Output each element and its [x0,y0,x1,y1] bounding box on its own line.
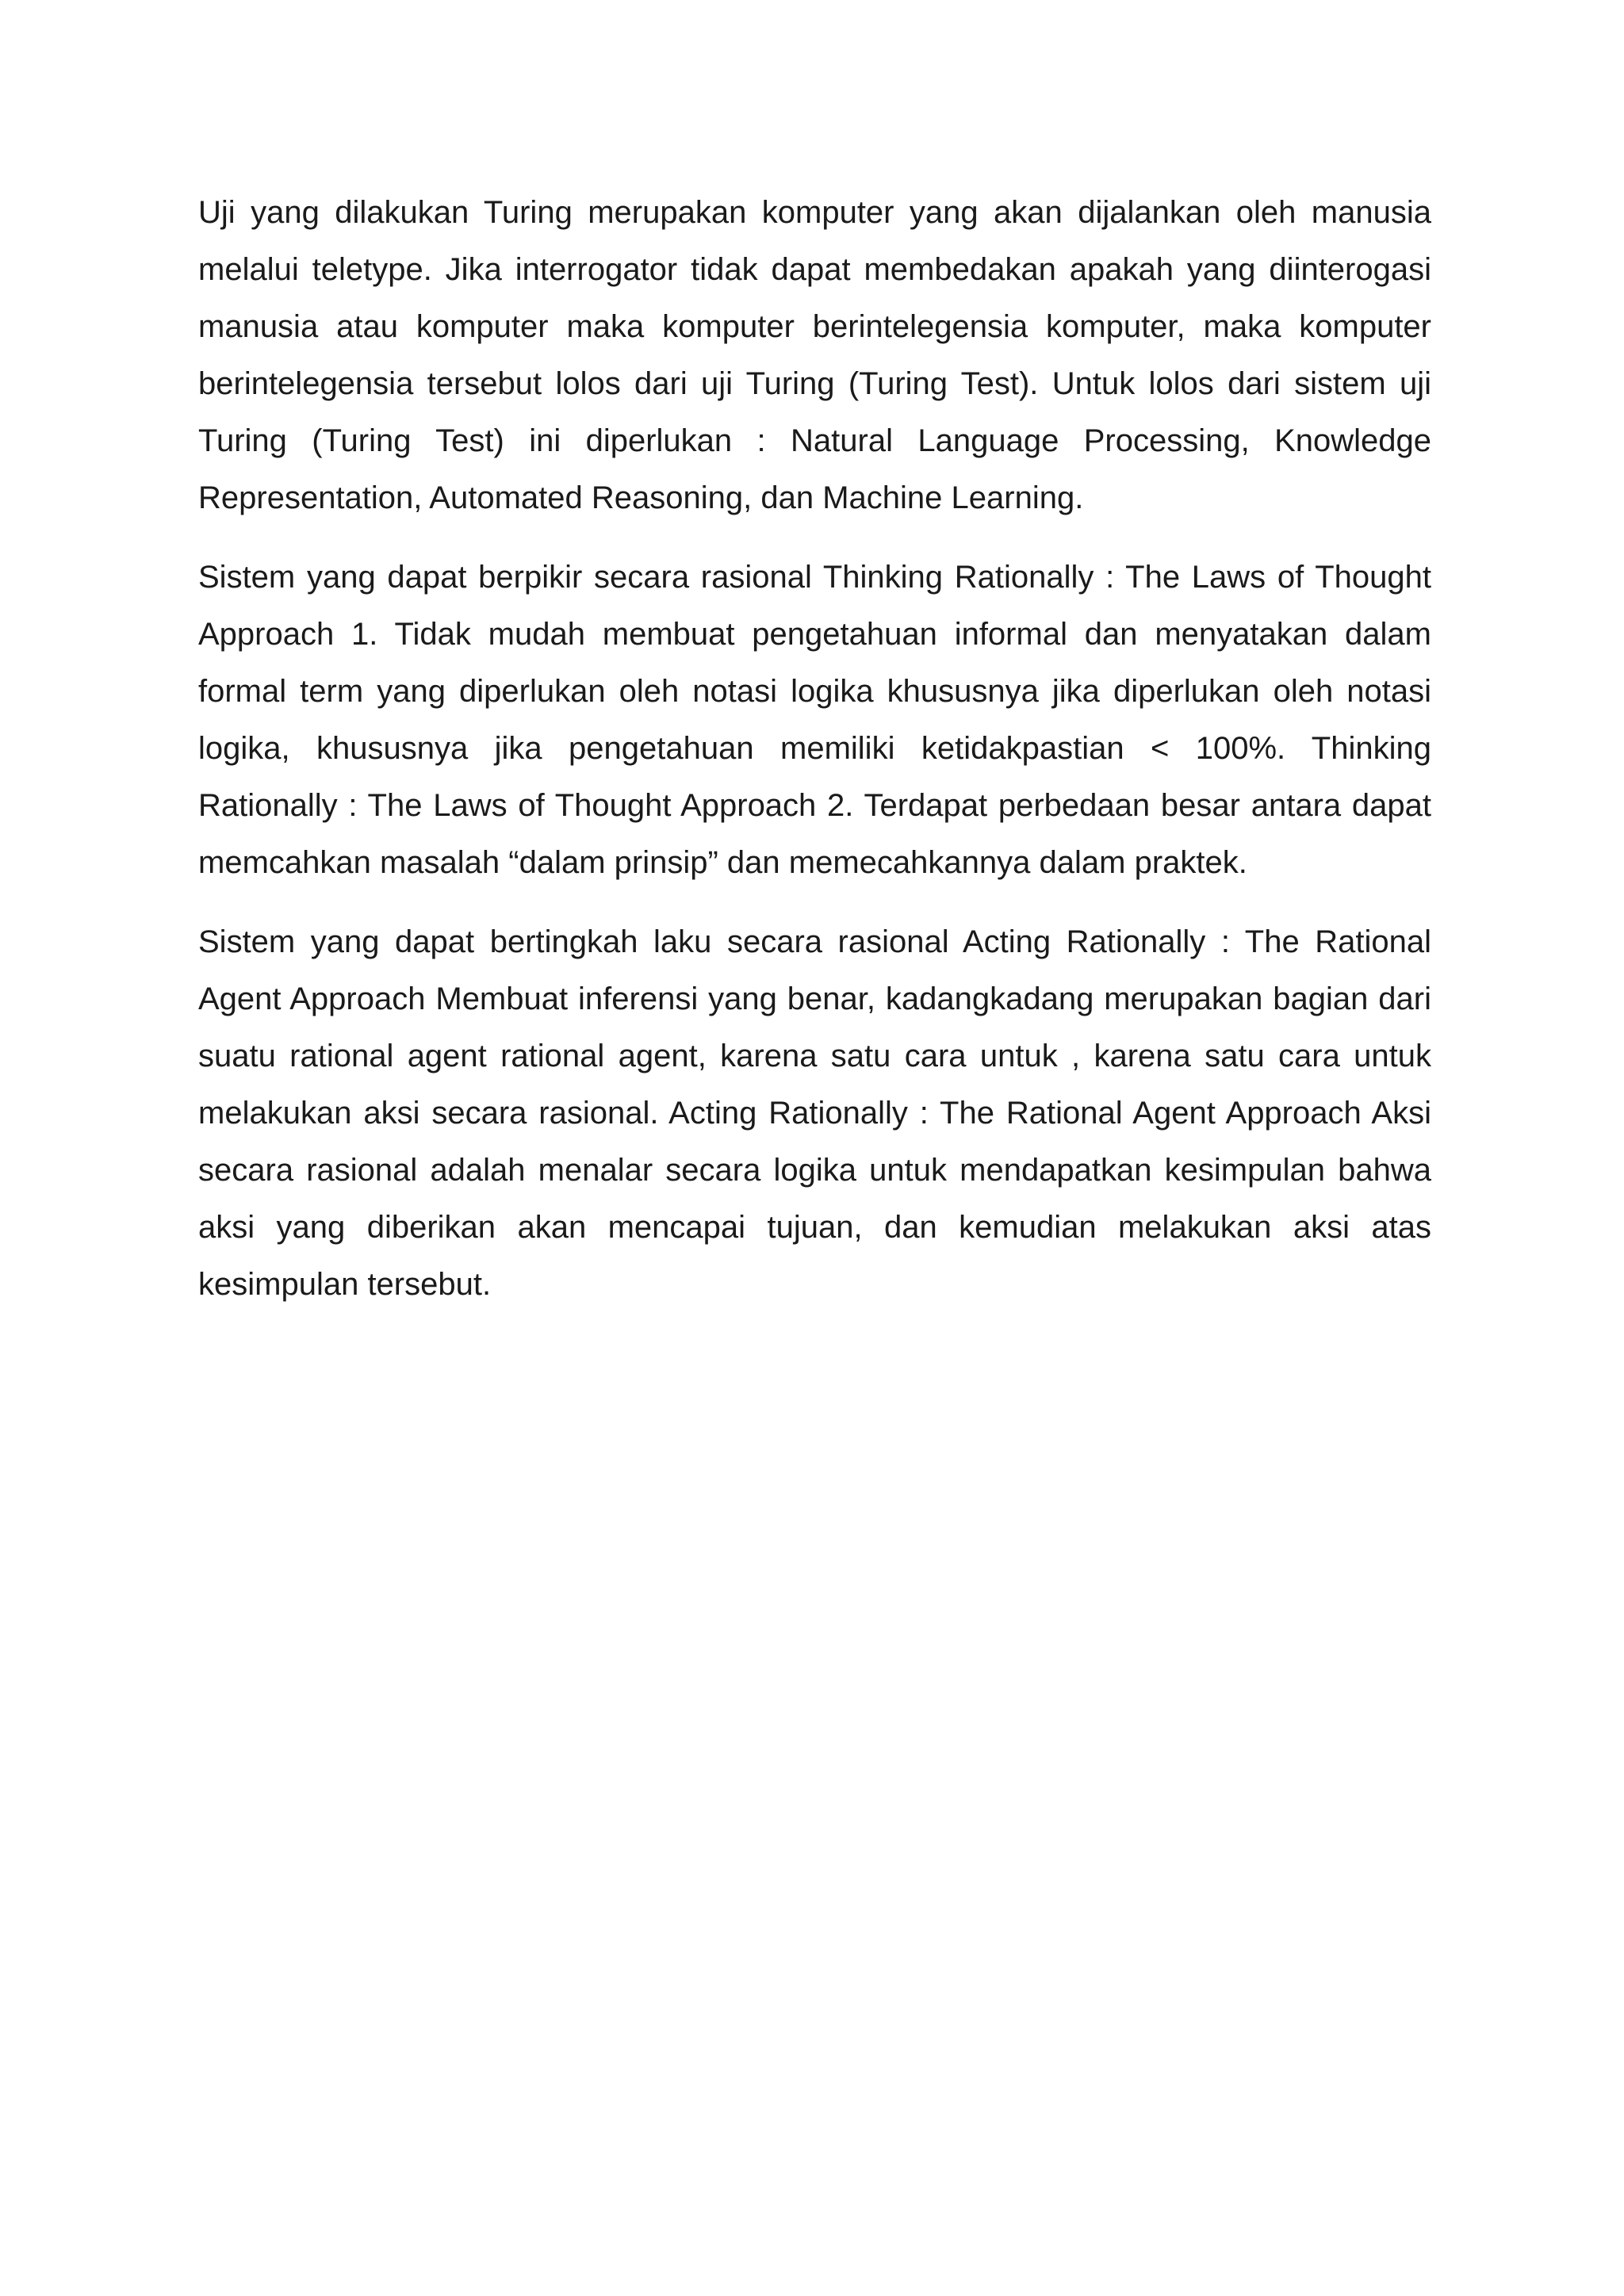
paragraph-thinking-rationally: Sistem yang dapat berpikir secara rasional Thinking Rationally : The Laws of Thought Approach 1. Tidak mudah membuat pengetahuan informal dan menyatakan dalam formal term yang diperlukan oleh notasi logika khususnya jika diperlukan oleh notasi logika, khususnya jika pengetahuan memiliki ketidakpastian < 100%. Thinking Rationally : The Laws of Thought Approach 2. Terdapat perbedaan besar antara dapat memcahkan masalah “dalam prinsip” dan memecahkannya dalam praktek. [198,560,1431,880]
paragraph-turing-test: Uji yang dilakukan Turing merupakan komputer yang akan dijalankan oleh manusia melalui teletype. Jika interrogator tidak dapat membedakan apakah yang diinterogasi manusia atau komputer maka komputer berintelegensia komputer, maka komputer berintelegensia tersebut lolos dari uji Turing (Turing Test). Untuk lolos dari sistem uji Turing (Turing Test) ini diperlukan : Natural Language Processing, Knowledge Representation, Automated Reasoning, dan Machine Learning. [198,195,1431,515]
document-body [198,184,1431,1335]
paragraph-acting-rationally: Sistem yang dapat bertingkah laku secara rasional Acting Rationally : The Rational Agent Approach Membuat inferensi yang benar, kadangkadang merupakan bagian dari suatu rational agent rational agent, karena satu cara untuk , karena satu cara untuk melakukan aksi secara rasional. Acting Rationally : The Rational Agent Approach Aksi secara rasional adalah menalar secara logika untuk mendapatkan kesimpulan bahwa aksi yang diberikan akan mencapai tujuan, dan kemudian melakukan aksi atas kesimpulan tersebut. [198,924,1431,1302]
